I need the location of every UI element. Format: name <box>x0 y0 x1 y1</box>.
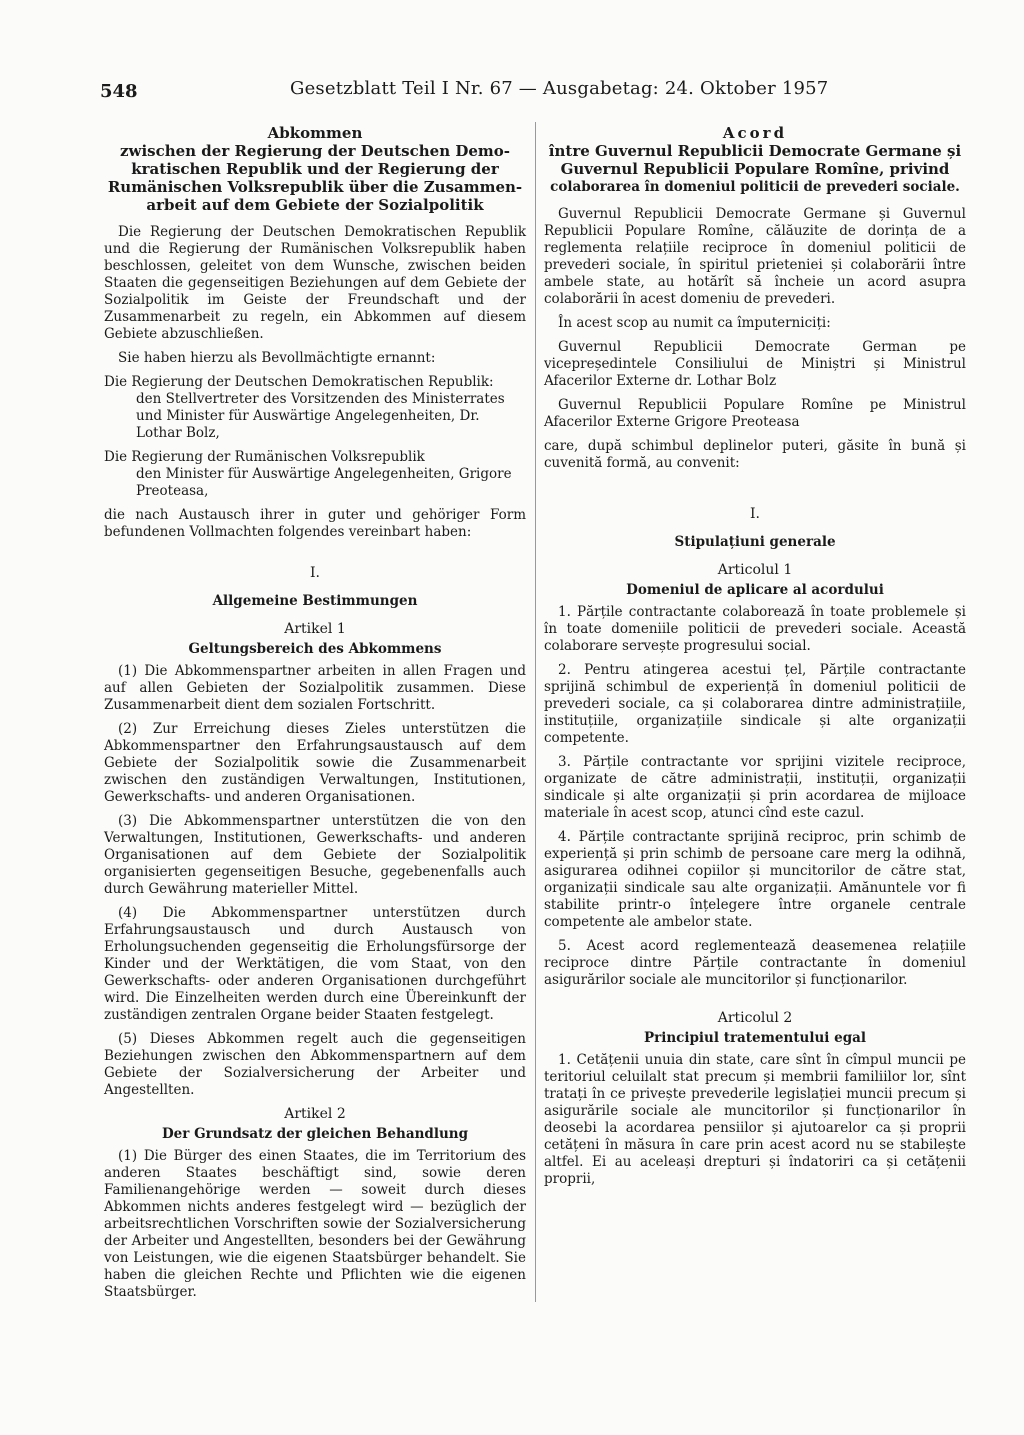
romanian-title-line: Acord <box>722 124 788 142</box>
german-title-line: kratischen Republik und der Regierung der <box>131 160 499 178</box>
page-number: 548 <box>100 81 138 102</box>
romanian-preamble: Guvernul Republicii Democrate Germane și Guvernul Republicii Populare Romîne, călăuzite de dorința de a reglementa relațiile reciproce în domeniul politicii de prevederi sociale, în spiritul prieteniei și colaborării între ambele state, au hotărît să încheie un acord asupra colaborării în acest domeniu de prevederi. <box>544 206 966 307</box>
romanian-plenipotentiary-2: Guvernul Republicii Populare Romîne pe Ministrul Afacerilor Externe Grigore Preoteasa <box>544 397 966 430</box>
german-art1-para: (4) Die Abkommenspartner unterstützen durch Erfahrungsaustausch und durch Austausch von Erholungsuchenden gegenseitig die Erholungsfürsorge der Kinder und der Werktätigen, die vom Staat, von den Gewerkschafts- oder anderen Organisationen durchgeführt wird. Die Einzelheiten werden durch eine Übereinkunft der zuständigen zentralen Organe beider Staaten festgelegt. <box>104 905 526 1023</box>
german-plenipotentiaries-intro: Sie haben hierzu als Bevollmächtigte ernannt: <box>118 350 436 366</box>
german-art1-para: (2) Zur Erreichung dieses Zieles unterstützen die Abkommenspartner den Erfahrungsaustausch auf dem Gebiete der Sozialpolitik sowie die Zusammenarbeit zwischen den zuständigen Verwaltungen, Institutionen, Gewerkschafts- und anderen Organisationen. <box>104 721 526 805</box>
romanian-column <box>544 124 966 1195</box>
german-plen1-person: den Stellvertreter des Vorsitzenden des Ministerrates und Minister für Auswärtige Angelegenheiten, Dr. Lothar Bolz, <box>136 391 505 441</box>
romanian-plenipotentiary-1: Guvernul Republicii Democrate German pe vicepreședintele Consiliului de Miniștri și Ministrul Afacerilor Externe dr. Lothar Bolz <box>544 339 966 389</box>
german-plenipotentiary-2 <box>104 449 526 500</box>
german-agreed: die nach Austausch ihrer in guter und gehöriger Form befundenen Vollmachten folgendes vereinbart haben: <box>104 507 526 540</box>
german-plenipotentiary-1 <box>104 374 526 442</box>
german-title <box>104 124 526 214</box>
romanian-agreed: care, după schimbul deplinelor puteri, găsite în bună și cuvenită formă, au convenit: <box>544 438 966 471</box>
german-preamble: Die Regierung der Deutschen Demokratischen Republik und die Regierung der Rumänischen Volksrepublik haben beschlossen, geleitet von dem Wunsche, zwischen beiden Staaten die gegenseitigen Beziehungen auf dem Gebiete der Sozialpolitik im Geiste der Freundschaft und der Zusammenarbeit zu regeln, ein Abkommen auf diesem Gebiete abzuschließen. <box>104 224 526 342</box>
german-title-line: zwischen der Regierung der Deutschen Demo- <box>120 142 510 160</box>
german-section-title: Allgemeine Bestimmungen <box>212 593 418 609</box>
german-art1-para: (5) Dieses Abkommen regelt auch die gegenseitigen Beziehungen zwischen den Abkommenspartnern auf dem Gebiete der Sozialversicherung der Arbeiter und Angestellten. <box>104 1031 526 1098</box>
german-art1-para: (3) Die Abkommenspartner unterstützen die von den Verwaltungen, Institutionen, Gewerkschafts- und anderen Organisationen auf dem Gebiete der Sozialpolitik organisierten gegenseitigen Besuche, gegebenenfalls auch durch Gewährung materieller Mittel. <box>104 813 526 897</box>
romanian-title <box>544 124 966 196</box>
german-section-number: I. <box>310 565 320 581</box>
romanian-article-1-title: Domeniul de aplicare al acordului <box>626 582 884 598</box>
german-article-1-title: Geltungsbereich des Abkommens <box>188 641 442 657</box>
german-art1-para: (1) Die Abkommenspartner arbeiten in allen Fragen und auf allen Gebieten der Sozialpolitik zusammen. Diese Zusammenarbeit dient dem sozialen Fortschritt. <box>104 663 526 713</box>
german-plen1-party: Die Regierung der Deutschen Demokratischen Republik: <box>104 374 494 390</box>
romanian-section-title: Stipulațiuni generale <box>674 534 836 550</box>
column-divider <box>535 122 536 1302</box>
german-art2-para: (1) Die Bürger des einen Staates, die im Territorium des anderen Staates beschäftigt sind, sowie deren Familienangehörige werden — soweit durch dieses Abkommen nichts anderes festgelegt wird — bezüglich der arbeitsrechtlichen Vorschriften sowie der Sozialversicherung der Arbeiter und Angestellten, besonders bei der Gewährung von Leistungen, wie die eigenen Staatsbürger behandelt. Sie haben die gleichen Rechte und Pflichten wie die eigenen Staatsbürger. <box>104 1148 526 1300</box>
romanian-article-2-label: Articolul 2 <box>717 1010 793 1026</box>
german-title-line: Rumänischen Volksrepublik über die Zusammen- <box>107 178 523 196</box>
romanian-art1-para: 1. Părțile contractante colaborează în toate problemele și în toate domeniile politicii de prevederi sociale. Această colaborare servește progresului social. <box>544 604 966 654</box>
german-article-2-title: Der Grundsatz der gleichen Behandlung <box>161 1126 469 1142</box>
german-plen2-person: den Minister für Auswärtige Angelegenheiten, Grigore Preoteasa, <box>136 466 512 499</box>
german-title-line: Abkommen <box>267 124 363 142</box>
romanian-title-line: între Guvernul Republicii Democrate Germane și <box>548 142 962 160</box>
romanian-art1-para: 4. Părțile contractante sprijină reciproc, prin schimb de experiență și prin schimb de persoane care merg la odihnă, asigurarea odihnei copiilor și muncitorilor de către stat, organizații sindicale sau alte organizații. Amănuntele vor fi stabilite printr-o înțelegere între organele centrale competente ale ambelor state. <box>544 829 966 930</box>
romanian-art1-para: 5. Acest acord reglementează deasemenea relațiile reciproce dintre Părțile contractante în domeniul asigurărilor sociale ale muncitorilor și funcționarilor. <box>544 938 966 988</box>
romanian-article-1-label: Articolul 1 <box>717 562 793 578</box>
german-article-2-label: Artikel 2 <box>284 1106 346 1122</box>
romanian-title-line: colaborarea în domeniul politicii de prevederi sociale. <box>550 179 960 195</box>
romanian-art2-para: 1. Cetățenii unuia din state, care sînt în cîmpul muncii pe teritoriul celuilalt stat precum și membrii familiilor lor, sînt tratați în ce privește prevederile legislației muncii precum și asigurările sociale ale muncitorilor și funcționarilor în deosebi la acordarea pensiilor și ajutoarelor ca și proprii cetățeni în măsura în care prin acest acord nu se stabilește altfel. Ei au aceleași drepturi și îndatoriri ca și cetățenii proprii, <box>544 1052 966 1187</box>
romanian-section-number: I. <box>750 506 760 522</box>
romanian-title-line: Guvernul Republicii Populare Romîne, privind <box>560 160 950 178</box>
romanian-art1-para: 2. Pentru atingerea acestui țel, Părțile contractante sprijină schimbul de experiență în domeniul politicii de prevederi sociale, ca și colaborarea dintre administrațiile, instituțiile, organizațiile sindicale și alte organizații competente. <box>544 662 966 746</box>
romanian-article-2-title: Principiul tratementului egal <box>643 1030 867 1046</box>
german-title-line: arbeit auf dem Gebiete der Sozialpolitik <box>146 196 484 214</box>
german-column <box>104 124 526 1308</box>
romanian-named: În acest scop au numit ca împuterniciți: <box>558 315 831 331</box>
running-header: Gesetzblatt Teil I Nr. 67 — Ausgabetag: 24. Oktober 1957 <box>290 78 829 99</box>
german-plen2-party: Die Regierung der Rumänischen Volksrepublik <box>104 449 425 465</box>
german-article-1-label: Artikel 1 <box>284 621 346 637</box>
romanian-art1-para: 3. Părțile contractante vor sprijini vizitele reciproce, organizate de către administrații, instituții, organizații sindicale și alte organizații și prin acordarea de mijloace materiale în acest scop, atunci cînd este cazul. <box>544 754 966 821</box>
